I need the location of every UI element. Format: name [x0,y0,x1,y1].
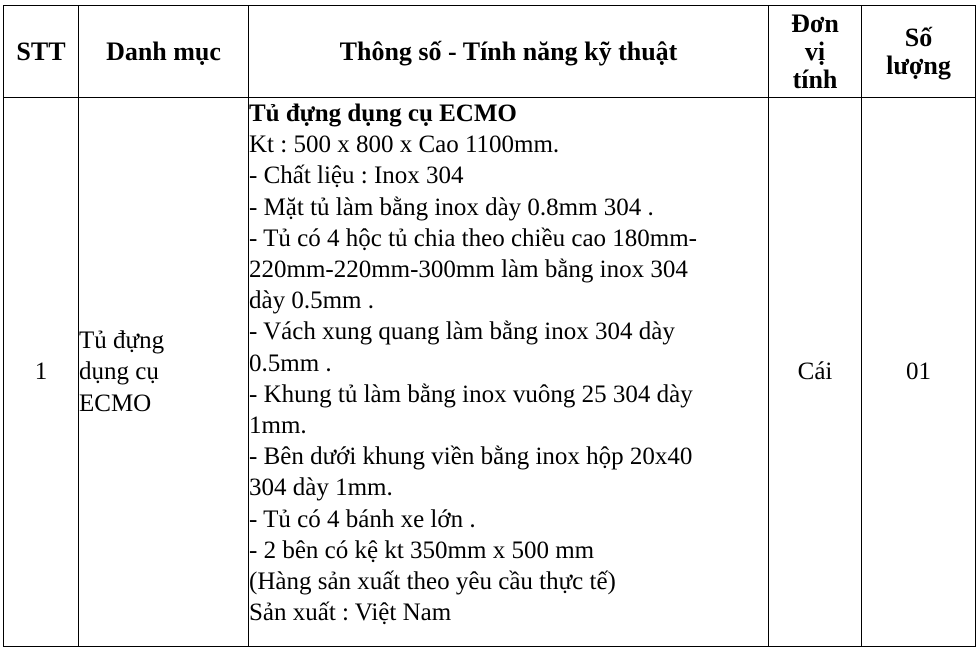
spec-line: dày 0.5mm . [249,287,374,315]
cell-item-name [79,98,249,647]
spec-table [3,5,976,647]
spec-line: - 2 bên có kệ kt 350mm x 500 mm [249,536,595,564]
spec-line: 0.5mm . [249,349,332,377]
spec-line: - Vách xung quang làm bằng inox 304 dày [249,318,675,346]
header-unit-line: vị [804,36,826,66]
spec-line: Kt : 500 x 800 x Cao 1100mm. [249,131,560,159]
header-quantity-line: lượng [886,50,951,80]
spec-line: - Tủ có 4 hộc tủ chia theo chiều cao 180mm- [249,224,698,252]
header-row [4,6,976,98]
spec-line: 1mm. [249,412,307,440]
header-unit-line: tính [792,64,838,94]
spec-line: Sản xuất : Việt Nam [249,599,452,627]
cell-unit: Cái [769,98,862,647]
header-category: Danh mục [79,6,249,98]
item-name-line: dụng cụ [79,358,159,386]
header-quantity-line: Số [904,22,933,52]
spec-line: (Hàng sản xuất theo yêu cầu thực tế) [249,568,616,596]
header-unit [769,6,862,98]
spec-title: Tủ đựng dụng cụ ECMO [249,100,517,127]
header-stt: STT [4,6,79,98]
cell-specification [249,98,769,647]
header-unit-line: Đơn [791,8,839,38]
spec-line: 304 dày 1mm. [249,474,393,502]
spec-line: 220mm-220mm-300mm làm bằng inox 304 [249,256,688,284]
cell-quantity: 01 [862,98,976,647]
spec-line: - Tủ có 4 bánh xe lớn . [249,505,476,533]
spec-line: - Mặt tủ làm bằng inox dày 0.8mm 304 . [249,193,654,221]
table-row [4,98,976,647]
item-name-line: ECMO [79,389,152,417]
cell-stt: 1 [4,98,79,647]
item-name-line: Tủ đựng [79,327,165,355]
spec-line: - Bên dưới khung viền bằng inox hộp 20x40 [249,443,693,471]
header-quantity [862,6,976,98]
spec-line: - Khung tủ làm bằng inox vuông 25 304 dày [249,380,693,408]
header-spec: Thông số - Tính năng kỹ thuật [249,6,769,98]
spec-line: - Chất liệu : Inox 304 [249,162,464,190]
